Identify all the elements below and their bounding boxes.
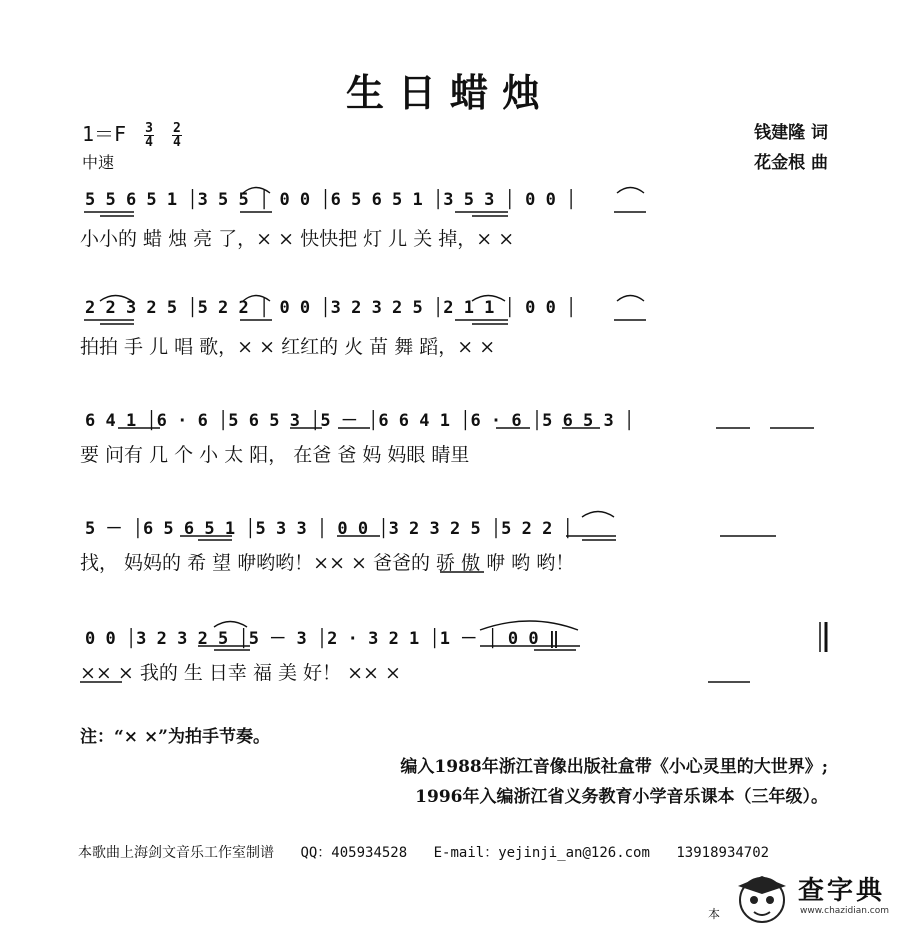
lyrics-row-3: 要 问有 几 个 小 太 阳， 在爸 爸 妈 妈眼 睛里 xyxy=(80,444,470,466)
publication-line-1: 编入1988年浙江音像出版社盒带《小心灵里的大世界》; xyxy=(400,757,828,777)
watermark-url: www.chazidian.com xyxy=(800,906,890,916)
lyricist-credit: 钱建隆 词 xyxy=(754,123,828,143)
clap-annotation: 注：“× ×”为拍手节奏。 xyxy=(80,727,270,747)
publication-line-2: 1996年入编浙江省义务教育小学音乐课本（三年级）。 xyxy=(415,787,828,807)
lyrics-row-4: 找， 妈妈的 希 望 咿哟哟！×× × 爸爸的 骄 傲 咿 哟 哟！ xyxy=(80,552,575,574)
watermark-text: 查字典 xyxy=(798,876,886,906)
time-sig-1-num: 3 xyxy=(145,121,153,136)
key-label: 1＝F xyxy=(82,122,127,146)
time-sig-2-num: 2 xyxy=(173,121,181,136)
mascot-icon xyxy=(728,868,796,926)
song-title: 生日蜡烛 xyxy=(345,70,554,115)
time-sig-1-den: 4 xyxy=(145,135,153,150)
notation-row-5: 0 0 │3 2 3 2 5 │5 － 3 │2 · 3 2 1 │1 － │ 0 0 ‖ xyxy=(85,629,560,649)
notation-row-1: 5 5 6 5 1 │3 5 5 │ 0 0 │6 5 6 5 1 │3 5 3 │ 0 0 │ xyxy=(85,190,577,210)
notation-row-2: 2 2 3 2 5 │5 2 2 │ 0 0 │3 2 3 2 5 │2 1 1 │ 0 0 │ xyxy=(85,298,577,318)
lyrics-row-2: 拍拍 手 儿 唱 歌，× × 红红的 火 苗 舞 蹈，× × xyxy=(80,336,496,358)
footer-phone: 13918934702 xyxy=(676,845,770,861)
watermark-logo[interactable] xyxy=(728,868,890,926)
notation-row-3: 6 4 1 │6 · 6 │5 6 5 3 │5 － │6 6 4 1 │6 · 6 │5 6 5 3 │ xyxy=(85,411,635,431)
footer-qq: QQ：405934528 xyxy=(300,845,408,861)
notation-row-4: 5 － │6 5 6 5 1 │5 3 3 │ 0 0 │3 2 3 2 5 │5 2 2 │ xyxy=(85,519,573,539)
time-sig-2-den: 4 xyxy=(173,135,181,150)
composer-credit: 花金根 曲 xyxy=(754,153,828,173)
lyrics-row-5: ×× × 我的 生 日幸 福 美 好！ ×× × xyxy=(80,662,401,684)
lyrics-row-1: 小小的 蜡 烛 亮 了，× × 快快把 灯 儿 关 掉，× × xyxy=(80,228,515,250)
footer-credits xyxy=(78,842,791,862)
tempo-marking: 中速 xyxy=(82,153,115,172)
footer-maker: 本歌曲上海剑文音乐工作室制谱 xyxy=(78,845,274,861)
footer-email[interactable]: E-mail：yejinji_an@126.com xyxy=(433,845,650,861)
watermark-side-char: 本 xyxy=(708,907,721,921)
